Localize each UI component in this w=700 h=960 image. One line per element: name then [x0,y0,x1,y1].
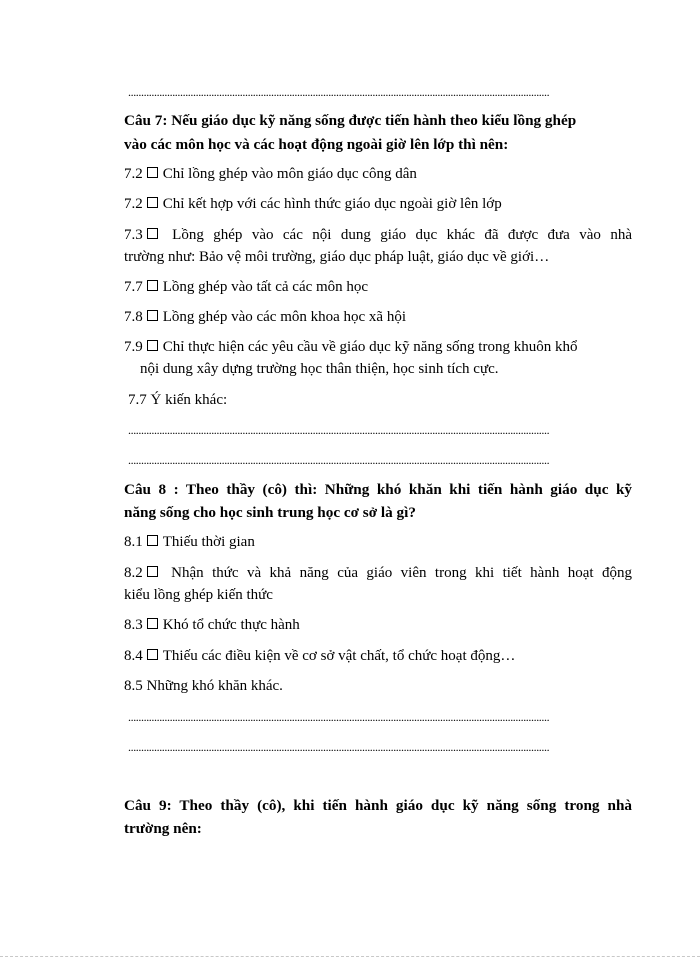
q7-option-2[interactable] [124,195,502,213]
answer-dotted-line: .................................................................................................................................................................. [128,454,550,466]
q8-option-2-line-2: kiểu lồng ghép kiến thức [124,587,273,603]
answer-dotted-line: .................................................................................................................................................................. [128,424,550,436]
q7-option-6-text: Chỉ thực hiện các yêu cầu về giáo dục kỹ năng sống trong khuôn khổ [162,339,578,355]
checkbox[interactable] [147,649,158,660]
q7-option-4[interactable] [124,278,368,296]
q8-option-2-text: Nhận thức và khả năng của giáo viên trong khi tiết hành hoạt động [162,565,632,581]
q7-option-1[interactable] [124,165,417,183]
q7-option-6-line-2: nội dung xây dựng trường học thân thiện, học sinh tích cực. [140,361,499,377]
answer-dotted-line: .................................................................................................................................................................. [128,86,550,98]
q7-option-3-text: Lồng ghép vào các nội dung giáo dục khác đã được đưa vào nhà [162,227,632,243]
checkbox[interactable] [147,280,158,291]
q8-option-2[interactable] [124,564,632,582]
checkbox[interactable] [147,167,158,178]
question-8-title-line-2: năng sống cho học sinh trung học cơ sở là gì? [124,504,416,521]
checkbox[interactable] [147,340,158,351]
q7-option-2-number: 7.2 [124,196,143,212]
q8-option-4[interactable] [124,647,515,665]
question-8-title-line-1: Câu 8 : Theo thầy (cô) thì: Những khó khăn khi tiến hành giáo dục kỹ [124,481,632,498]
question-7-title-line-1: Câu 7: Nếu giáo dục kỹ năng sống được tiến hành theo kiểu lồng ghép [124,112,577,129]
q7-option-6-number: 7.9 [124,339,143,355]
q7-option-4-text: Lồng ghép vào tất cả các môn học [162,279,369,295]
checkbox[interactable] [147,566,158,577]
answer-dotted-line: .................................................................................................................................................................. [128,741,550,753]
q8-option-3-text: Khó tổ chức thực hành [162,617,300,633]
checkbox[interactable] [147,535,158,546]
question-9-title-line-1: Câu 9: Theo thầy (cô), khi tiến hành giáo dục kỹ năng sống trong nhà [124,797,632,814]
q7-option-2-text: Chỉ kết hợp với các hình thức giáo dục ngoài giờ lên lớp [162,196,502,212]
page-break-divider [0,956,700,957]
q8-option-4-number: 8.4 [124,648,143,664]
question-7-title-line-2: vào các môn học và các hoạt động ngoài giờ lên lớp thì nên: [124,136,509,153]
q8-option-4-text: Thiếu các điều kiện về cơ sở vật chất, tổ chức hoạt động… [162,648,516,664]
q8-option-1[interactable] [124,533,255,551]
question-9-title-line-2: trường nên: [124,820,202,837]
answer-dotted-line: .................................................................................................................................................................. [128,711,550,723]
q7-option-1-text: Chỉ lồng ghép vào môn giáo dục công dân [162,166,417,182]
checkbox[interactable] [147,228,158,239]
q7-option-3-number: 7.3 [124,227,143,243]
checkbox[interactable] [147,310,158,321]
q8-option-3[interactable] [124,616,300,634]
q7-option-3-line-2: trường như: Bảo vệ môi trường, giáo dục pháp luật, giáo dục về giới… [124,249,550,265]
q8-option-1-text: Thiếu thời gian [162,534,255,550]
checkbox[interactable] [147,618,158,629]
q7-option-1-number: 7.2 [124,166,143,182]
q7-option-5-number: 7.8 [124,309,143,325]
q8-option-3-number: 8.3 [124,617,143,633]
q7-option-3[interactable] [124,226,632,244]
checkbox[interactable] [147,197,158,208]
q7-other-opinion-label: 7.7 Ý kiến khác: [128,392,228,408]
q7-option-6[interactable] [124,338,577,356]
q7-option-5[interactable] [124,308,406,326]
q7-option-4-number: 7.7 [124,279,143,295]
q8-other-difficulties-label: 8.5 Những khó khăn khác. [124,678,283,694]
q8-option-1-number: 8.1 [124,534,143,550]
q8-option-2-number: 8.2 [124,565,143,581]
q7-option-5-text: Lồng ghép vào các môn khoa học xã hội [162,309,407,325]
